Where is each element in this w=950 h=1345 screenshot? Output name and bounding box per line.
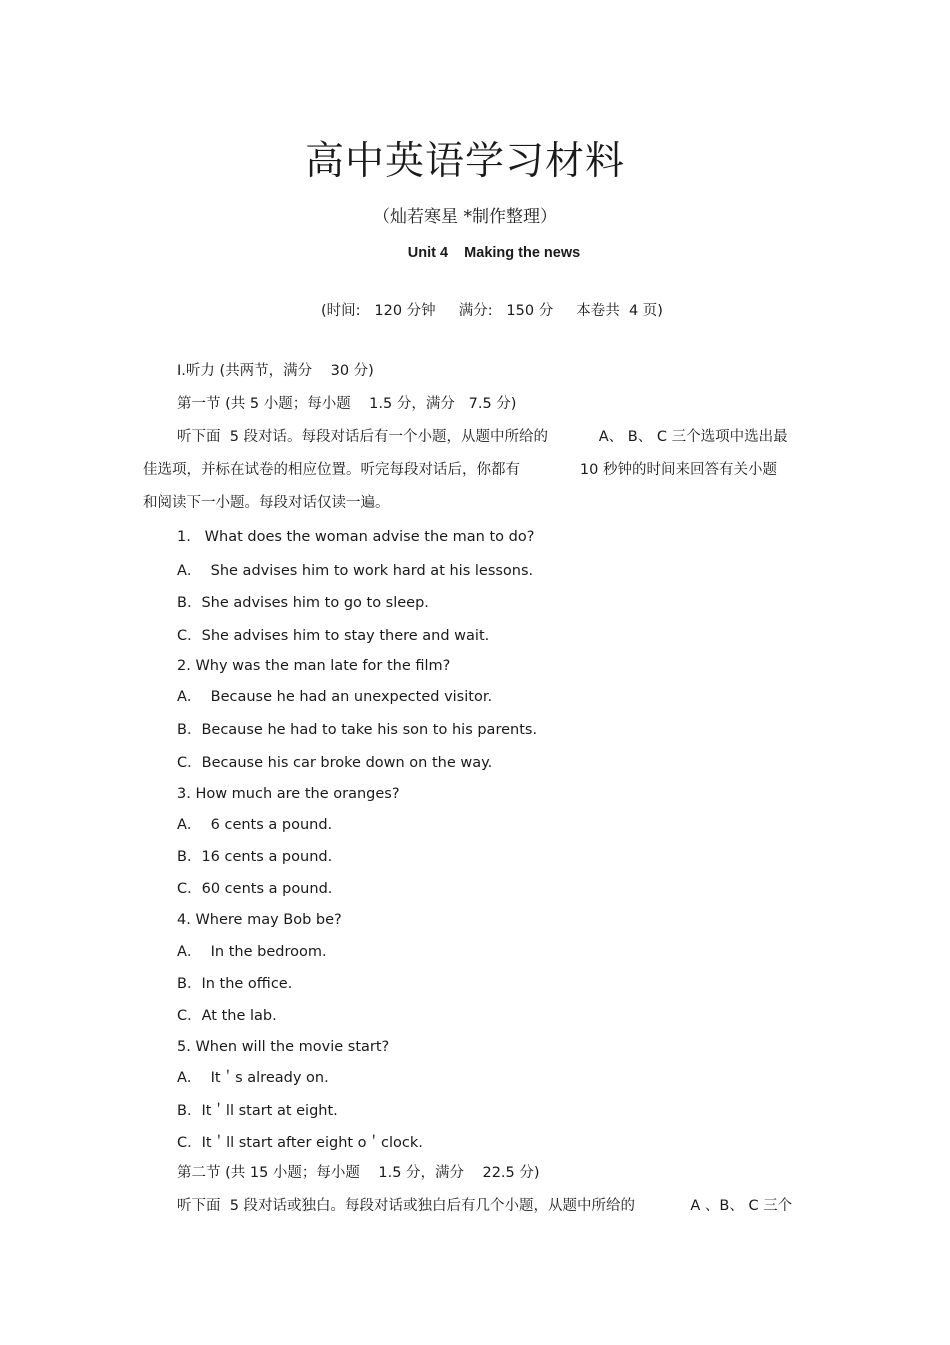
document-subtitle: （灿若寒星 *制作整理） [373,207,557,227]
question-text: 5. When will the movie start? [177,1039,390,1055]
exam-meta: (时间: 120 分钟 满分: 150 分 本卷共 4 页) [321,303,663,319]
part-one-heading: 第一节 (共 5 小题；每小题 1.5 分，满分 7.5 分) [177,396,517,412]
answer-option: B．16 cents a pound. [177,849,333,865]
question-text: 4. Where may Bob be? [177,912,342,928]
answer-option: B．Because he had to take his son to his parents. [177,722,538,738]
instruction-line: 佳选项，并标在试卷的相应位置。听完每段对话后，你都有 10 秒钟的时间来回答有关小题 [143,462,777,478]
instruction-line: 听下面 5 段对话。每段对话后有一个小题，从题中所给的 A、 B、 C 三个选项中选出最 [177,429,788,445]
instruction-line: 听下面 5 段对话或独白。每段对话或独白后有几个小题，从题中所给的 A 、B、 C 三个 [177,1198,793,1214]
answer-option: A． Because he had an unexpected visitor. [177,689,493,705]
answer-option: A． It＇s already on. [177,1070,329,1086]
document-title: 高中英语学习材料 [304,139,625,184]
answer-option: A． In the bedroom. [177,944,327,960]
answer-option: A． She advises him to work hard at his lessons. [177,563,534,579]
question-text: 3. How much are the oranges? [177,786,400,802]
question-text: 2. Why was the man late for the film? [177,658,451,674]
part-two-heading: 第二节 (共 15 小题；每小题 1.5 分，满分 22.5 分) [177,1165,540,1181]
listening-heading: Ⅰ.听力 (共两节，满分 30 分) [177,363,374,379]
answer-option: B．She advises him to go to sleep. [177,595,429,611]
question-text: 1. What does the woman advise the man to do? [177,529,535,545]
answer-option: A． 6 cents a pound. [177,817,333,833]
answer-option: C．Because his car broke down on the way. [177,755,493,771]
answer-option: B．In the office. [177,976,293,992]
answer-option: C．It＇ll start after eight o＇clock. [177,1135,423,1151]
answer-option: C．She advises him to stay there and wait. [177,628,490,644]
answer-option: C．At the lab. [177,1008,277,1024]
instruction-line: 和阅读下一小题。每段对话仅读一遍。 [143,495,390,511]
answer-option: C．60 cents a pound. [177,881,333,897]
unit-heading: Unit 4 Making the news [407,245,581,261]
answer-option: B．It＇ll start at eight. [177,1103,338,1119]
